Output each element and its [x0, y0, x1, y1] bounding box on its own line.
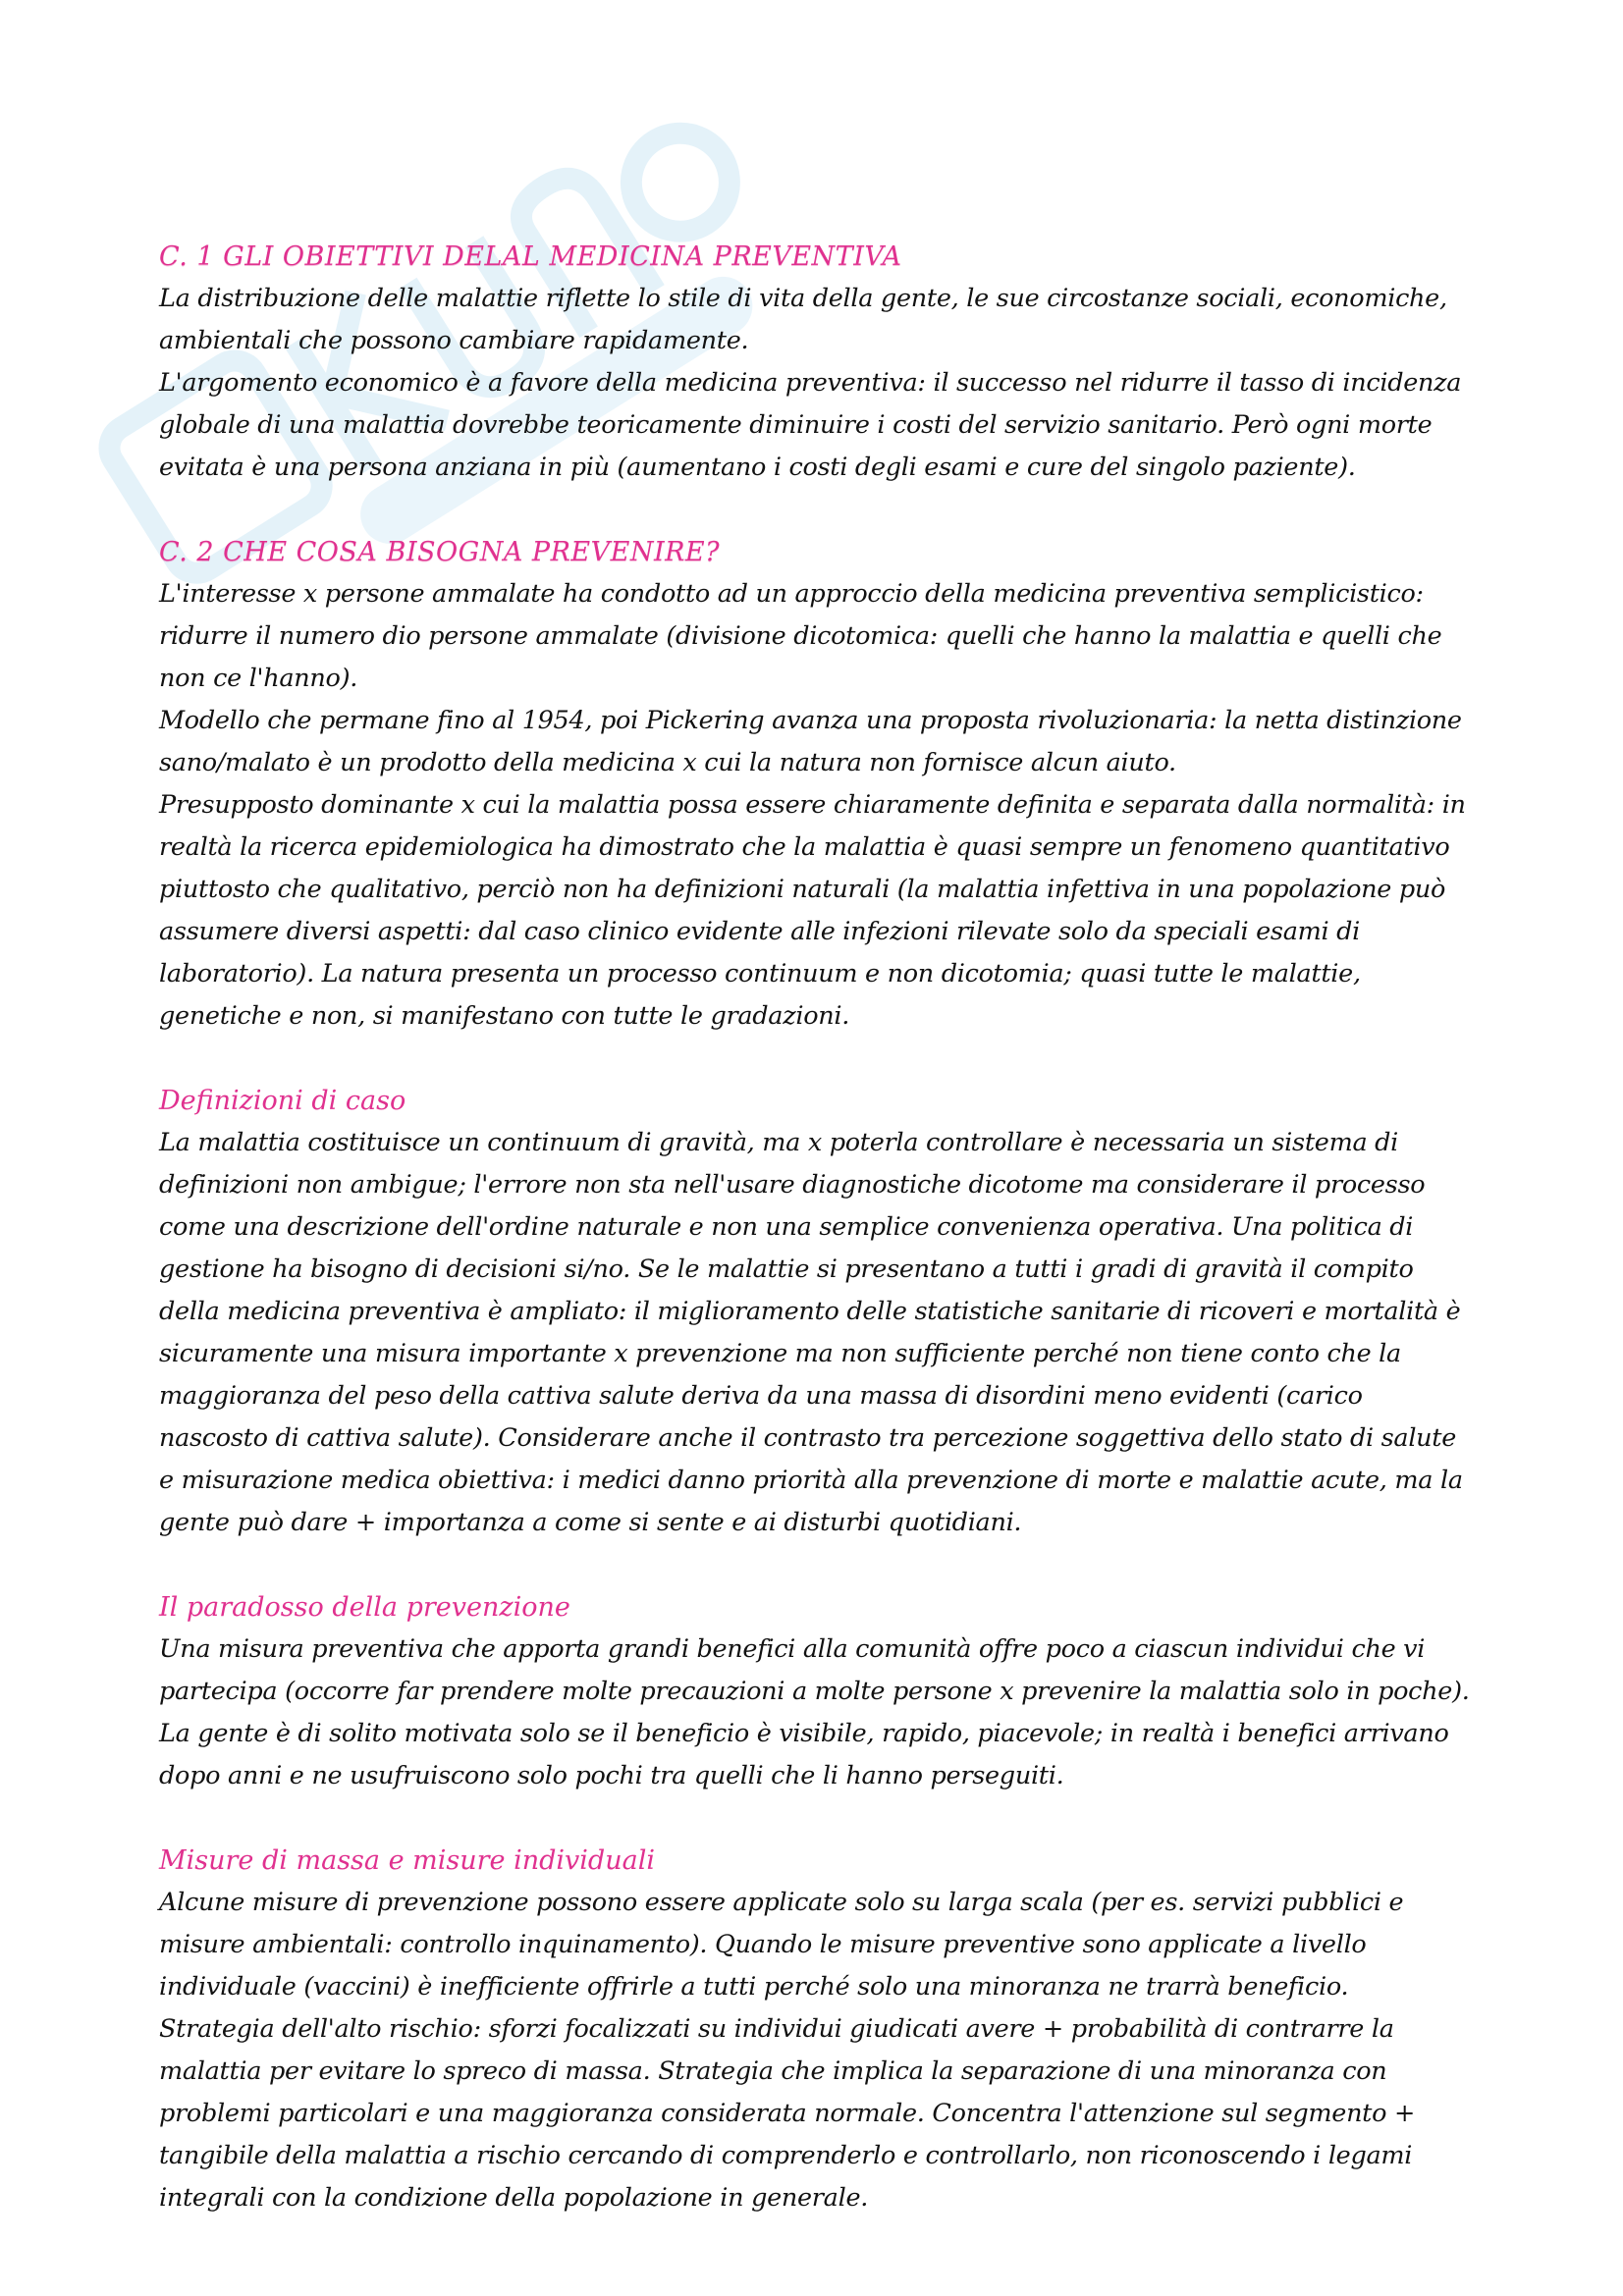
paragraph: Modello che permane fino al 1954, poi Pickering avanza una proposta rivoluzionaria: la netta distinzione sano/malato è un prodotto della medicina x cui la natura non fornisce alcun aiuto.: [159, 706, 1462, 777]
subsection-heading: Definizioni di caso: [159, 1086, 406, 1116]
spacer: [159, 1797, 1475, 1840]
spacer: [159, 1038, 1475, 1080]
paragraph: La distribuzione delle malattie riflette lo stile di vita della gente, le sue circostanze sociali, economiche, ambientali che possono cambiare rapidamente.: [159, 284, 1447, 355]
paragraph: Una misura preventiva che apporta grandi benefici alla comunità offre poco a ciascun individui che vi partecipa (occorre far prendere molte precauzioni a molte persone x prevenire la malattia solo in poche). La gente è di solito motivata solo se il beneficio è visibile, rapido, piacevole; in realtà i benefici arrivano dopo anni e ne usufruiscono solo pochi tra quelli che li hanno perseguiti.: [159, 1634, 1470, 1790]
paragraph: L'interesse x persone ammalate ha condotto ad un approccio della medicina preventiva semplicistico: ridurre il numero dio persone ammalate (divisione dicotomica: quelli che hanno la malattia e quelli che non ce l'hanno).: [159, 579, 1442, 693]
paragraph: L'argomento economico è a favore della medicina preventiva: il successo nel ridurre il tasso di incidenza globale di una malattia dovrebbe teoricamente diminuire i costi del servizio sanitario. Però ogni morte evitata è una persona anziana in più (aumentano i costi degli esami e cure del singolo paziente).: [159, 368, 1462, 482]
paragraph: La malattia costituisce un continuum di gravità, ma x poterla controllare è necessaria un sistema di definizioni non ambigue; l'errore non sta nell'usare diagnostiche dicotome ma considerare il processo come una descrizione dell'ordine naturale e non una semplice convenienza operativa. Una politica di gestione ha bisogno di decisioni si/no. Se le malattie si presentano a tutti i gradi di gravità il compito della medicina preventiva è ampliato: il miglioramento delle statistiche sanitarie di ricoveri e mortalità è sicuramente una misura importante x prevenzione ma non sufficiente perché non tiene conto che la maggioranza del peso della cattiva salute deriva da una massa di disordini meno evidenti (carico nascosto di cattiva salute). Considerare anche il contrasto tra percezione soggettiva dello stato di salute e misurazione medica obiettiva: i medici danno priorità alla prevenzione di morte e malattie acute, ma la gente può dare + importanza a come si sente e ai disturbi quotidiani.: [159, 1128, 1463, 1537]
section-paradosso-prevenzione: [159, 1586, 1475, 1797]
section-heading: C. 1 GLI OBIETTIVI DELAL MEDICINA PREVENTIVA: [159, 241, 902, 272]
section-cosa-prevenire: [159, 531, 1475, 1038]
section-definizioni-di-caso: [159, 1080, 1475, 1544]
document-page: [159, 236, 1475, 2219]
subsection-heading: Il paradosso della prevenzione: [159, 1592, 570, 1623]
paragraph: Strategia dell'alto rischio: sforzi focalizzati su individui giudicati avere + probabilità di contrarre la malattia per evitare lo spreco di massa. Strategia che implica la separazione di una minoranza con problemi particolari e una maggioranza considerata normale. Concentra l'attenzione sul segmento + tangibile della malattia a rischio cercando di comprenderlo e controllarlo, non riconoscendo i legami integrali con la condizione della popolazione in generale.: [159, 2014, 1416, 2213]
paragraph: Alcune misure di prevenzione possono essere applicate solo su larga scala (per es. servizi pubblici e misure ambientali: controllo inquinamento). Quando le misure preventive sono applicate a livello individuale (vaccini) è inefficiente offrirle a tutti perché solo una minoranza ne trarrà beneficio.: [159, 1888, 1404, 2002]
section-obiettivi: [159, 236, 1475, 489]
watermark-letter-e: [613, 115, 748, 250]
subsection-heading: Misure di massa e misure individuali: [159, 1845, 655, 1876]
spacer: [159, 1544, 1475, 1586]
paragraph: Presupposto dominante x cui la malattia possa essere chiaramente definita e separata dalla normalità: in realtà la ricerca epidemiologica ha dimostrato che la malattia è quasi sempre un fenomeno quantitativo piuttosto che qualitativo, perciò non ha definizioni naturali (la malattia infettiva in una popolazione può assumere diversi aspetti: dal caso clinico evidente alle infezioni rilevate solo da speciali esami di laboratorio). La natura presenta un processo continuum e non dicotomia; quasi tutte le malattie, genetiche e non, si manifestano con tutte le gradazioni.: [159, 790, 1466, 1031]
section-misure-massa-individuali: [159, 1840, 1475, 2219]
spacer: [159, 489, 1475, 531]
section-heading: C. 2 CHE COSA BISOGNA PREVENIRE?: [159, 537, 721, 567]
